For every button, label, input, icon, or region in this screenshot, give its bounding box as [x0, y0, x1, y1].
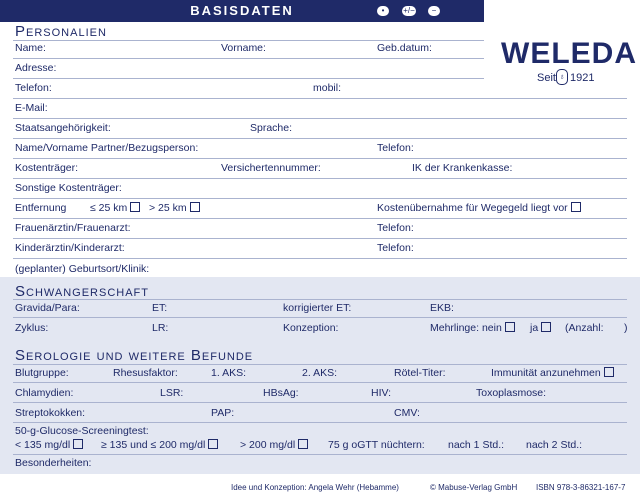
label-1-aks: 1. AKS: [211, 367, 247, 379]
footer-isbn: ISBN 978-3-86321-167-7 [536, 483, 626, 492]
rule [13, 454, 627, 455]
checkbox-gt25[interactable] [190, 202, 200, 212]
rule [13, 364, 627, 365]
label-streptokokken: Streptokokken: [15, 407, 86, 419]
label-ik-krankenkasse: IK der Krankenkasse: [412, 162, 513, 174]
rule [13, 138, 627, 139]
checkbox-wegegeld[interactable] [571, 202, 581, 212]
rule [13, 40, 484, 41]
label-et: ET: [152, 302, 168, 314]
rule [13, 178, 627, 179]
rule [13, 198, 627, 199]
rule [13, 402, 627, 403]
label-konzeption: Konzeption: [283, 322, 339, 334]
label-ogtt: 75 g oGTT nüchtern: [328, 439, 425, 451]
option-immunitaet: Immunität anzunehmen [491, 367, 614, 379]
rule [13, 218, 627, 219]
checkbox-immunitaet[interactable] [604, 367, 614, 377]
rule [13, 158, 627, 159]
rule [13, 422, 627, 423]
section-schwangerschaft: Schwangerschaft [15, 283, 149, 300]
option-g1: < 135 mg/dl [15, 439, 83, 451]
rule [13, 238, 627, 239]
label-rhesusfaktor: Rhesusfaktor: [113, 367, 178, 379]
logo-seit: Seit [537, 72, 556, 84]
section-personalien: Personalien [15, 23, 107, 40]
rule [13, 299, 627, 300]
rule [13, 78, 484, 79]
label-entfernung: Entfernung [15, 202, 67, 214]
label-telefon-kinderarzt: Telefon: [377, 242, 414, 254]
label-korrigierter-et: korrigierter ET: [283, 302, 352, 314]
label-staatsangehoerigkeit: Staatsangehörigkeit: [15, 122, 111, 134]
rule [13, 58, 484, 59]
label-hiv: HIV: [371, 387, 392, 399]
seal-icon: ♁ [556, 69, 568, 85]
label-frauenarzt: Frauenärztin/Frauenarzt: [15, 222, 131, 234]
label-kinderarzt: Kinderärztin/Kinderarzt: [15, 242, 125, 254]
label-toxoplasmose: Toxoplasmose: [476, 387, 547, 399]
label-anzahl-close: ) [624, 322, 628, 334]
label-roetel-titer: Rötel-Titer: [394, 367, 446, 379]
label-sonstige-kostentraeger: Sonstige Kostenträger: [15, 182, 122, 194]
label-gravida-para: Gravida/Para: [15, 302, 80, 314]
label-kostentraeger: Kostenträger: [15, 162, 79, 174]
footer-copyright: © Mabuse-Verlag GmbH [430, 483, 518, 492]
label-lsr: LSR: [160, 387, 184, 399]
option-le25: ≤ 25 km [90, 202, 140, 214]
label-nach-1-std: nach 1 Std.: [448, 439, 505, 451]
checkbox-g2[interactable] [208, 439, 218, 449]
label-mobil: mobil: [313, 82, 342, 94]
label-ekb: EKB: [430, 302, 454, 314]
footer-idee: Idee und Konzeption: Angela Wehr (Hebamme) [231, 483, 399, 492]
label-telefon-frauenarzt: Telefon: [377, 222, 414, 234]
label-telefon-partner: Telefon: [377, 142, 414, 154]
plus-minus-icon: +/− [403, 6, 415, 15]
label-geburtsdatum: Geb.datum: [377, 42, 432, 54]
label-nach-2-std: nach 2 Std.: [526, 439, 583, 451]
minus-icon: − [428, 6, 440, 16]
label-pap: PAP: [211, 407, 235, 419]
option-g3: > 200 mg/dl [240, 439, 308, 451]
option-mehrlinge-nein: Mehrlinge: nein [430, 322, 515, 334]
logo-year: 1921 [570, 72, 595, 84]
checkbox-g1[interactable] [73, 439, 83, 449]
label-2-aks: 2. AKS: [302, 367, 338, 379]
label-blutgruppe: Blutgruppe: [15, 367, 69, 379]
label-versichertennummer: Versichertennummer: [221, 162, 321, 174]
rule [13, 258, 627, 259]
label-hbsag: HBsAg: [263, 387, 299, 399]
label-zyklus: Zyklus: [15, 322, 49, 334]
rule [13, 382, 627, 383]
label-glucose-test: 50-g-Glucose-Screeningtest: [15, 425, 149, 437]
option-gt25: > 25 km [149, 202, 200, 214]
label-chlamydien: Chlamydien: [15, 387, 74, 399]
label-telefon: Telefon: [15, 82, 52, 94]
option-mehrlinge-ja: ja [530, 322, 551, 334]
label-adresse: Adresse: [15, 62, 57, 74]
rule [13, 118, 627, 119]
rule [13, 98, 627, 99]
page-title: BASISDATEN [190, 3, 294, 18]
checkbox-mehrlinge-nein[interactable] [505, 322, 515, 332]
label-name: Name: [15, 42, 46, 54]
checkbox-le25[interactable] [130, 202, 140, 212]
rule [13, 317, 627, 318]
dot-icon: • [377, 6, 389, 16]
weleda-logo: WELEDA [501, 37, 637, 70]
label-lr: LR: [152, 322, 169, 334]
checkbox-g3[interactable] [298, 439, 308, 449]
label-cmv: CMV: [394, 407, 420, 419]
option-g2: ≥ 135 und ≤ 200 mg/dl [101, 439, 218, 451]
option-wegegeld: Kostenübernahme für Wegegeld liegt vor [377, 202, 581, 214]
label-email: E-Mail: [15, 102, 48, 114]
checkbox-mehrlinge-ja[interactable] [541, 322, 551, 332]
section-serologie: Serologie und weitere Befunde [15, 347, 254, 364]
label-anzahl: (Anzahl: [565, 322, 604, 334]
label-partner: Name/Vorname Partner/Bezugsperson: [15, 142, 199, 154]
label-besonderheiten: Besonderheiten: [15, 457, 92, 469]
label-geburtsort: (geplanter) Geburtsort/Klinik: [15, 263, 150, 275]
label-vorname: Vorname: [221, 42, 266, 54]
label-sprache: Sprache: [250, 122, 293, 134]
